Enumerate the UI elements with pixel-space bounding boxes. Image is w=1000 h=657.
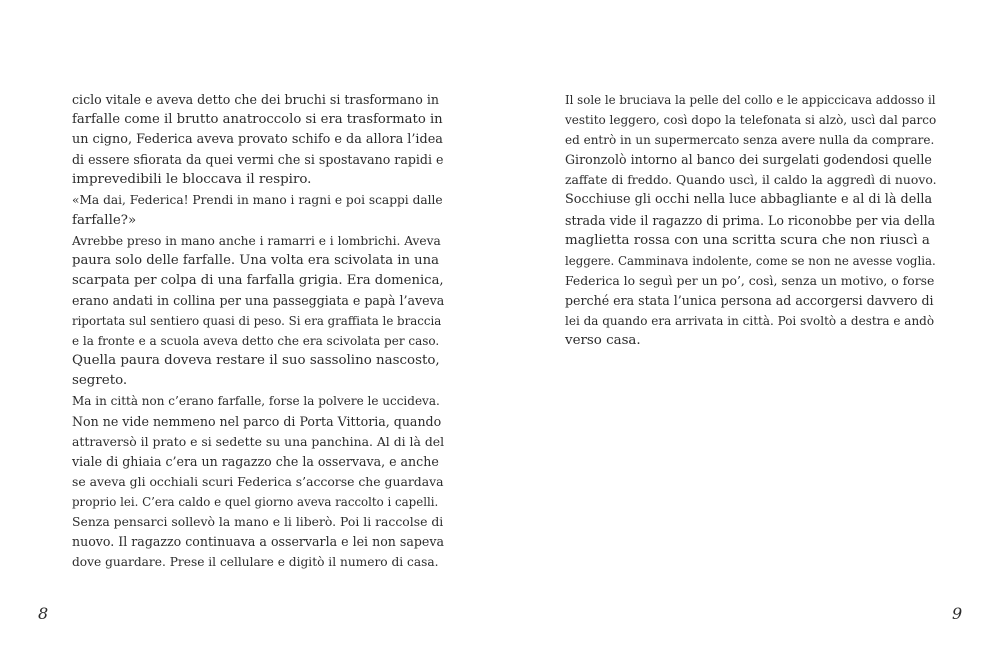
left-page-text: [72, 90, 444, 572]
text-line: attraversò il prato e si sedette su una panchina. Al di là del: [72, 433, 445, 449]
text-line: erano andati in collina per una passeggiata e papà l’aveva: [72, 292, 445, 308]
text-line: viale di ghiaia c’era un ragazzo che la osservava, e anche: [72, 453, 439, 469]
text-line: e la fronte e a scuola aveva detto che era scivolata per caso.: [72, 334, 440, 349]
text-line: leggere. Camminava indolente, come se non ne avesse voglia.: [565, 253, 936, 268]
text-line: vestito leggero, così dopo la telefonata si alzò, uscì dal parco: [565, 113, 937, 128]
text-line: riportata sul sentiero quasi di peso. Si era graffiata le braccia: [72, 314, 442, 329]
right-page-text: [565, 90, 937, 351]
text-line: farfalle come il brutto anatroccolo si era trasformato in: [72, 112, 443, 128]
text-line: Quella paura doveva restare il suo sassolino nascosto,: [72, 353, 440, 369]
text-line: perché era stata l’unica persona ad accorgersi davvero di: [565, 292, 934, 308]
text-line: se aveva gli occhiali scuri Federica s’accorse che guardava: [72, 473, 444, 489]
text-line: nuovo. Il ragazzo continuava a osservarla e lei non sapeva: [72, 534, 444, 550]
text-line: Socchiuse gli occhi nella luce abbagliante e al di là della: [565, 192, 933, 208]
text-line: Non ne vide nemmeno nel parco di Porta Vittoria, quando: [72, 413, 442, 429]
text-line: ed entrò in un supermercato senza avere nulla da comprare.: [565, 133, 935, 148]
text-line: ciclo vitale e aveva detto che dei bruchi si trasformano in: [72, 92, 439, 107]
page-number-left: 8: [38, 604, 49, 623]
text-line: maglietta rossa con una scritta scura che non riuscì a: [565, 232, 930, 248]
page-number-right: 9: [952, 604, 963, 623]
text-line: Avrebbe preso in mano anche i ramarri e i lombrichi. Aveva: [72, 233, 441, 248]
text-line: Gironzolò intorno al banco dei surgelati godendosi quelle: [565, 152, 932, 168]
text-line: proprio lei. C’era caldo e quel giorno aveva raccolto i capelli.: [72, 494, 439, 509]
text-line: farfalle?»: [72, 212, 137, 228]
text-line: imprevedibili le bloccava il respiro.: [72, 172, 312, 188]
text-line: dove guardare. Prese il cellulare e digitò il numero di casa.: [72, 555, 439, 570]
text-line: verso casa.: [565, 333, 641, 349]
text-line: Federica lo seguì per un po’, così, senza un motivo, o forse: [565, 272, 935, 288]
text-line: segreto.: [72, 373, 128, 389]
text-line: Il sole le bruciava la pelle del collo e le appiccicava addosso il: [565, 93, 936, 107]
text-line: «Ma dai, Federica! Prendi in mano i ragni e poi scappi dalle: [72, 193, 443, 208]
text-line: un cigno, Federica aveva provato schifo e da allora l’idea: [72, 132, 443, 148]
text-line: Ma in città non c’erano farfalle, forse la polvere le uccideva.: [72, 394, 440, 409]
text-line: paura solo delle farfalle. Una volta era scivolata in una: [72, 252, 440, 268]
text-line: di essere sfiorata da quei vermi che si spostavano rapidi e: [72, 152, 444, 168]
text-line: strada vide il ragazzo di prima. Lo riconobbe per via della: [565, 212, 936, 228]
text-line: Senza pensarci sollevò la mano e li liberò. Poi li raccolse di: [72, 513, 444, 529]
text-line: zaffate di freddo. Quando uscì, il caldo la aggredì di nuovo.: [565, 172, 937, 188]
text-line: scarpata per colpa di una farfalla grigia. Era domenica,: [72, 272, 444, 288]
text-line: lei da quando era arrivata in città. Poi svoltò a destra e andò: [565, 314, 935, 329]
